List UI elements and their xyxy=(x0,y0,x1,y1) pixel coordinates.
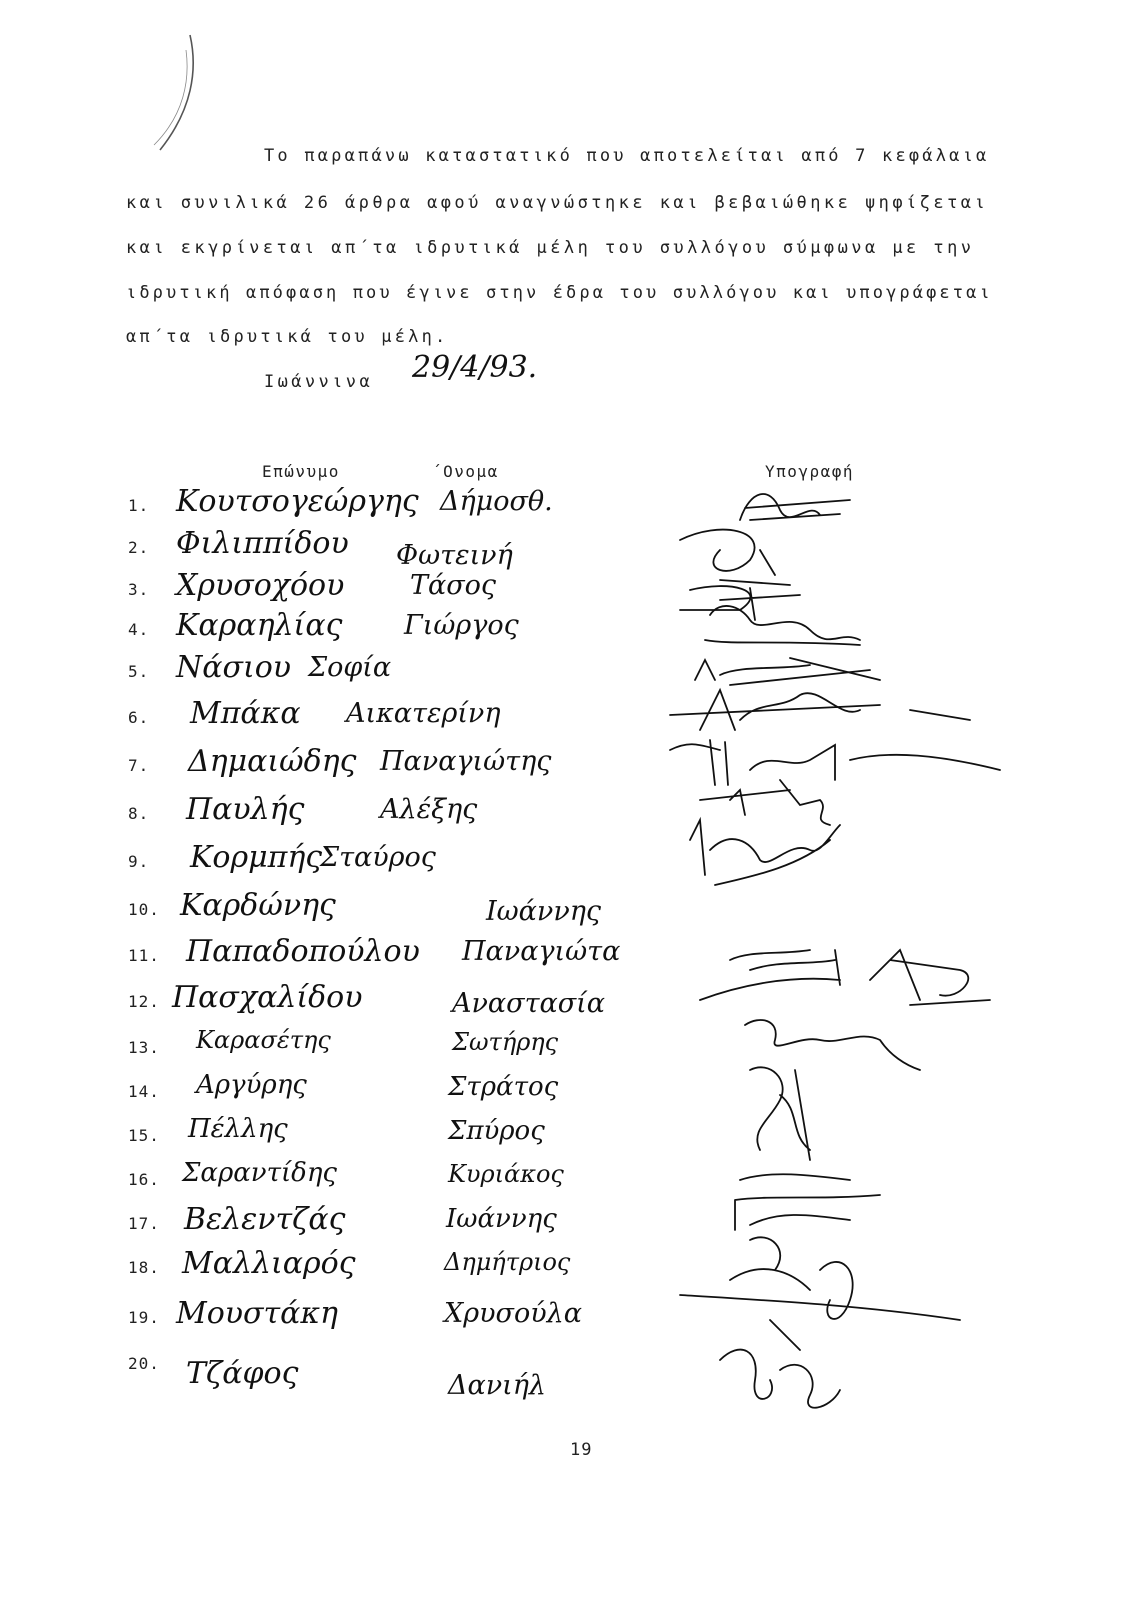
column-header-surname: Επώνυμο xyxy=(262,462,340,481)
paragraph-line-4: ιδρυτική απόφαση που έγινε στην έδρα του συλλόγου και υπογράφεται xyxy=(126,283,993,303)
member-name: Παναγιώτα xyxy=(462,936,621,967)
member-surname: Παπαδοπούλου xyxy=(186,934,420,969)
signature-13 xyxy=(745,1020,920,1070)
member-surname: Πασχαλίδου xyxy=(172,980,363,1015)
member-name: Παναγιώτης xyxy=(380,746,552,777)
member-surname: Κορμπής xyxy=(190,840,323,875)
member-number: 1. xyxy=(128,496,150,515)
member-name: Δημήτριος xyxy=(444,1248,571,1276)
paragraph-line-1: Το παραπάνω καταστατικό που αποτελείται από 7 κεφάλαια xyxy=(264,146,990,166)
signature-9 xyxy=(690,820,840,885)
place-name: Ιωάννινα xyxy=(264,372,374,392)
member-number: 17. xyxy=(128,1214,160,1233)
member-name: Δανιήλ xyxy=(448,1370,547,1401)
member-surname: Δημαιώδης xyxy=(188,744,357,779)
member-name: Ιωάννης xyxy=(446,1204,557,1234)
signature-2 xyxy=(680,530,790,585)
signature-6 xyxy=(670,690,970,730)
member-surname: Καραηλίας xyxy=(176,608,343,643)
signature-12 xyxy=(870,950,990,1005)
member-surname: Νάσιου xyxy=(176,650,292,685)
signature-18-19 xyxy=(680,1237,960,1320)
page-number: 19 xyxy=(570,1440,593,1460)
member-number: 11. xyxy=(128,946,160,965)
member-number: 15. xyxy=(128,1126,160,1145)
member-surname: Τζάφος xyxy=(186,1356,299,1391)
member-number: 13. xyxy=(128,1038,160,1057)
member-name: Σωτήρης xyxy=(452,1028,559,1056)
member-number: 9. xyxy=(128,852,150,871)
member-surname: Φιλιππίδου xyxy=(176,526,349,561)
paragraph-line-5: απ΄τα ιδρυτικά του μέλη. xyxy=(126,327,449,347)
member-name: Χρυσούλα xyxy=(444,1298,582,1329)
member-name: Αλέξης xyxy=(380,794,478,825)
signature-5 xyxy=(695,658,880,685)
member-number: 6. xyxy=(128,708,150,727)
member-name: Σοφία xyxy=(308,652,392,683)
member-number: 14. xyxy=(128,1082,160,1101)
margin-pencil-mark xyxy=(140,30,210,160)
signature-1 xyxy=(740,494,850,520)
signature-7 xyxy=(670,740,1000,785)
member-name: Αναστασία xyxy=(452,988,605,1019)
signature-14-15 xyxy=(750,1067,810,1160)
member-number: 16. xyxy=(128,1170,160,1189)
member-number: 4. xyxy=(128,620,150,639)
signature-20 xyxy=(720,1320,840,1408)
member-number: 12. xyxy=(128,992,160,1011)
member-number: 7. xyxy=(128,756,150,775)
member-surname: Κουτσογεώργης xyxy=(176,484,419,519)
member-name: Στράτος xyxy=(448,1072,559,1102)
member-surname: Παυλής xyxy=(186,792,305,827)
member-surname: Βελεντζάς xyxy=(184,1202,346,1237)
handwritten-date: 29/4/93. xyxy=(412,350,538,385)
member-surname: Καρδώνης xyxy=(180,888,336,923)
member-name: Αικατερίνη xyxy=(346,698,501,729)
member-name: Σπύρος xyxy=(448,1116,545,1146)
member-name: Κυριάκος xyxy=(448,1160,564,1188)
signature-8 xyxy=(700,780,830,825)
member-name: Φωτεινή xyxy=(396,540,513,571)
member-number: 10. xyxy=(128,900,160,919)
member-number: 18. xyxy=(128,1258,160,1277)
member-surname: Μπάκα xyxy=(190,696,301,731)
member-name: Σταύρος xyxy=(320,842,436,873)
paragraph-line-3: και εκγρίνεται απ΄τα ιδρυτικά μέλη του συλλόγου σύμφωνα με την xyxy=(126,238,975,258)
member-number: 20. xyxy=(128,1354,160,1373)
signature-11 xyxy=(700,950,840,1000)
signature-4 xyxy=(705,606,860,645)
member-surname: Πέλλης xyxy=(188,1114,288,1144)
signature-3 xyxy=(680,586,800,620)
member-name: Γιώργος xyxy=(404,610,519,641)
signatures-column xyxy=(660,480,1030,1440)
column-header-name: ΄Ονομα xyxy=(432,462,499,481)
member-surname: Μαλλιαρός xyxy=(182,1246,356,1281)
member-surname: Χρυσοχόου xyxy=(176,568,345,603)
member-surname: Καρασέτης xyxy=(196,1026,331,1054)
member-number: 19. xyxy=(128,1308,160,1327)
member-number: 2. xyxy=(128,538,150,557)
member-surname: Μουστάκη xyxy=(176,1296,338,1331)
member-surname: Αργύρης xyxy=(196,1070,307,1100)
member-name: Δήμοσθ. xyxy=(440,486,553,517)
member-number: 5. xyxy=(128,662,150,681)
column-header-signature: Υπογραφή xyxy=(765,462,855,481)
member-number: 3. xyxy=(128,580,150,599)
paragraph-line-2: και συνιλικά 26 άρθρα αφού αναγνώστηκε και βεβαιώθηκε ψηφίζεται xyxy=(126,193,989,213)
member-surname: Σαραντίδης xyxy=(182,1158,337,1188)
signature-16-17 xyxy=(735,1174,880,1230)
member-name: Ιωάννης xyxy=(486,896,602,927)
member-number: 8. xyxy=(128,804,150,823)
member-name: Τάσος xyxy=(410,570,497,601)
